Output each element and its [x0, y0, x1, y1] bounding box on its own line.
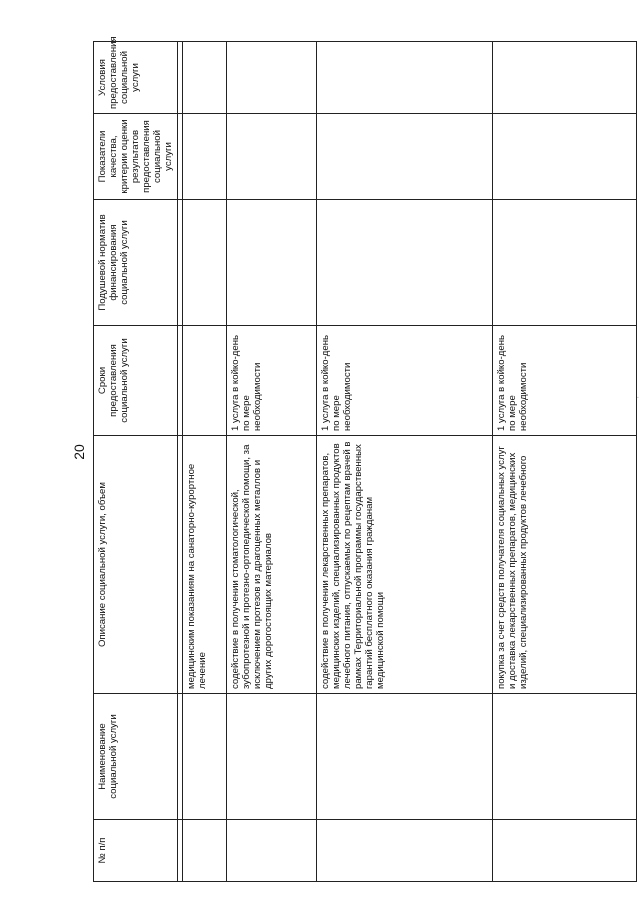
- cell-name: [183, 694, 227, 820]
- services-table-rotated: [93, 36, 611, 882]
- table-row: [183, 42, 227, 882]
- cell-num: [317, 820, 493, 882]
- cell-name: [317, 694, 493, 820]
- cell-num: [227, 820, 317, 882]
- header-terms: Сроки предоставления социальной услуги: [94, 326, 178, 436]
- cell-num: [183, 820, 227, 882]
- cell-quality: [183, 114, 227, 200]
- cell-quality: [227, 114, 317, 200]
- table-row: [317, 42, 493, 882]
- services-table: [93, 36, 637, 882]
- cell-conditions: [317, 42, 493, 114]
- cell-conditions: [183, 42, 227, 114]
- cell-description: медицинским показаниям на санаторно-курортное лечение: [183, 436, 227, 694]
- table-row: [227, 42, 317, 882]
- cell-conditions: [227, 42, 317, 114]
- table-header-row: [94, 42, 178, 882]
- table-row: [493, 42, 637, 882]
- cell-norm: [317, 200, 493, 326]
- cell-terms: 1 услуга в койко-день по мере необходимости: [227, 326, 317, 436]
- cell-description: покупка за счет средств получателя социальных услуг и доставка лекарственных препаратов, медицинских изделий, специализированных продуктов лечебного: [493, 436, 637, 694]
- cell-norm: [183, 200, 227, 326]
- cell-name: [493, 694, 637, 820]
- header-norm: Подушевой норматив финансирования социальной услуги: [94, 200, 178, 326]
- header-quality: Показатели качества, критерии оценки результатов предоставления социальной услуги: [94, 114, 178, 200]
- cell-terms: [183, 326, 227, 436]
- cell-description: содействие в получении лекарственных препаратов, медицинских изделий, специализированных продуктов лечебного питания, отпускаемых по рецептам врачей в рамках Территориальной программы государственных гарантий бесплатного оказания гражданам медицинской помощи: [317, 436, 493, 694]
- cell-norm: [227, 200, 317, 326]
- header-name: Наименование социальной услуги: [94, 694, 178, 820]
- cell-conditions: [493, 42, 637, 114]
- page-number: 20: [71, 444, 87, 460]
- cell-terms: 1 услуга в койко-день по мере необходимости: [493, 326, 637, 436]
- cell-quality: [317, 114, 493, 200]
- header-conditions: Условия предоставления социальной услуги: [94, 42, 178, 114]
- cell-quality: [493, 114, 637, 200]
- cell-description: содействие в получении стоматологической, зубопротезной и протезно-ортопедической помощи, за исключением протезов из драгоценных металлов и других дорогостоящих материалов: [227, 436, 317, 694]
- cell-num: [493, 820, 637, 882]
- cell-terms: 1 услуга в койко-день по мере необходимости: [317, 326, 493, 436]
- margin-mark: -: [636, 392, 639, 402]
- header-num: № п/п: [94, 820, 178, 882]
- cell-name: [227, 694, 317, 820]
- cell-norm: [493, 200, 637, 326]
- header-description: Описание социальной услуги, объем: [94, 436, 178, 694]
